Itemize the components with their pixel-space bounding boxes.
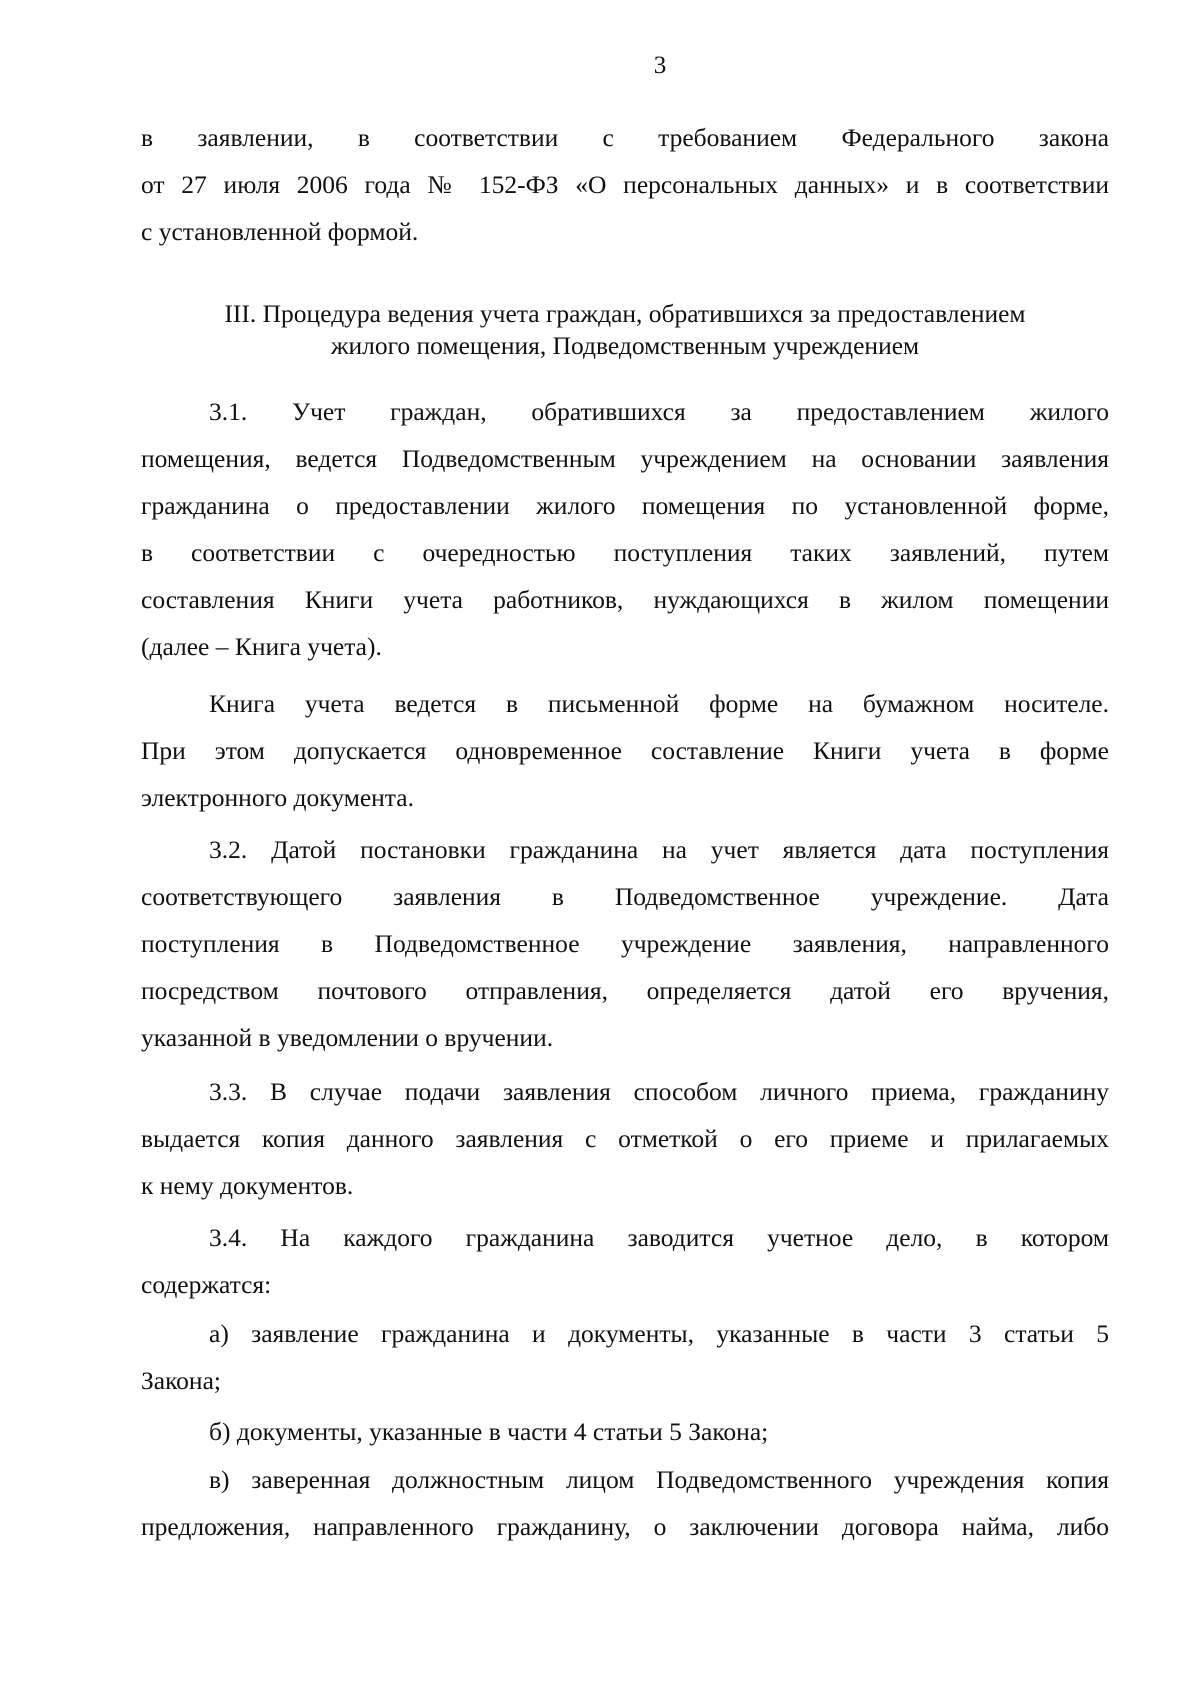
intro-paragraph — [141, 114, 1109, 255]
text-line: посредством почтового отправления, определяется датой его вручения, — [141, 976, 1109, 1005]
paragraph-number: 3.4. — [209, 1223, 248, 1252]
list-item-c — [141, 1456, 1109, 1550]
text-line: соответствующего заявления в Подведомственное учреждение. Дата — [141, 882, 1109, 911]
text-line: электронного документа. — [141, 783, 414, 812]
text-line: а) заявление гражданина и документы, указанные в части 3 статьи 5 — [209, 1319, 1109, 1348]
text-line: выдается копия данного заявления с отметкой о его приеме и прилагаемых — [141, 1124, 1109, 1153]
paragraph-number: 3.3. — [209, 1077, 248, 1106]
page-number: 3 — [653, 52, 667, 79]
section-heading-line: III. Процедура ведения учета граждан, обратившихся за предоставлением — [224, 299, 1026, 328]
paragraph-first-line: В случае подачи заявления способом личного приема, гражданину — [270, 1077, 1109, 1106]
section-heading-line: жилого помещения, Подведомственным учреждением — [330, 331, 920, 360]
paragraph-3-2 — [141, 826, 1109, 1061]
paragraph-first-line: Датой постановки гражданина на учет является дата поступления — [271, 835, 1109, 864]
paragraph-first-line: Учет граждан, обратившихся за предоставлением жилого — [292, 397, 1109, 426]
section-heading — [141, 298, 1109, 362]
text-line: гражданина о предоставлении жилого помещения по установленной форме, — [141, 491, 1109, 520]
text-line: к нему документов. — [141, 1171, 354, 1200]
text-line — [141, 1214, 1109, 1261]
text-line: помещения, ведется Подведомственным учреждением на основании заявления — [141, 444, 1109, 473]
text-line — [141, 826, 1109, 873]
text-line: от 27 июля 2006 года № 152-ФЗ «О персональных данных» и в соответствии — [141, 170, 1109, 199]
text-line: Книга учета ведется в письменной форме на бумажном носителе. — [209, 689, 1109, 718]
text-line: содержатся: — [141, 1270, 272, 1299]
text-line — [141, 388, 1109, 435]
paragraph-number: 3.1. — [209, 397, 248, 426]
paragraph-first-line: На каждого гражданина заводится учетное дело, в котором — [280, 1223, 1109, 1252]
paragraph-book — [141, 680, 1109, 821]
text-line: указанной в уведомлении о вручении. — [141, 1023, 554, 1052]
paragraph-3-4 — [141, 1214, 1109, 1308]
text-line: составления Книги учета работников, нуждающихся в жилом помещении — [141, 585, 1109, 614]
text-line: б) документы, указанные в части 4 статьи 5 Закона; — [209, 1417, 769, 1446]
paragraph-number: 3.2. — [209, 835, 248, 864]
text-line: (далее – Книга учета). — [141, 632, 382, 661]
text-line — [141, 1068, 1109, 1115]
text-line: предложения, направленного гражданину, о заключении договора найма, либо — [141, 1512, 1109, 1541]
text-line: поступления в Подведомственное учреждение заявления, направленного — [141, 929, 1109, 958]
text-line: в) заверенная должностным лицом Подведомственного учреждения копия — [209, 1465, 1109, 1494]
list-item-b — [141, 1408, 1109, 1455]
text-line: Закона; — [141, 1366, 221, 1395]
text-line: в заявлении, в соответствии с требованием Федерального закона — [141, 123, 1109, 152]
paragraph-3-3 — [141, 1068, 1109, 1209]
list-item-a — [141, 1310, 1109, 1404]
text-line: в соответствии с очередностью поступления таких заявлений, путем — [141, 538, 1109, 567]
text-line: При этом допускается одновременное составление Книги учета в форме — [141, 736, 1109, 765]
text-line: с установленной формой. — [141, 217, 419, 246]
paragraph-3-1 — [141, 388, 1109, 670]
